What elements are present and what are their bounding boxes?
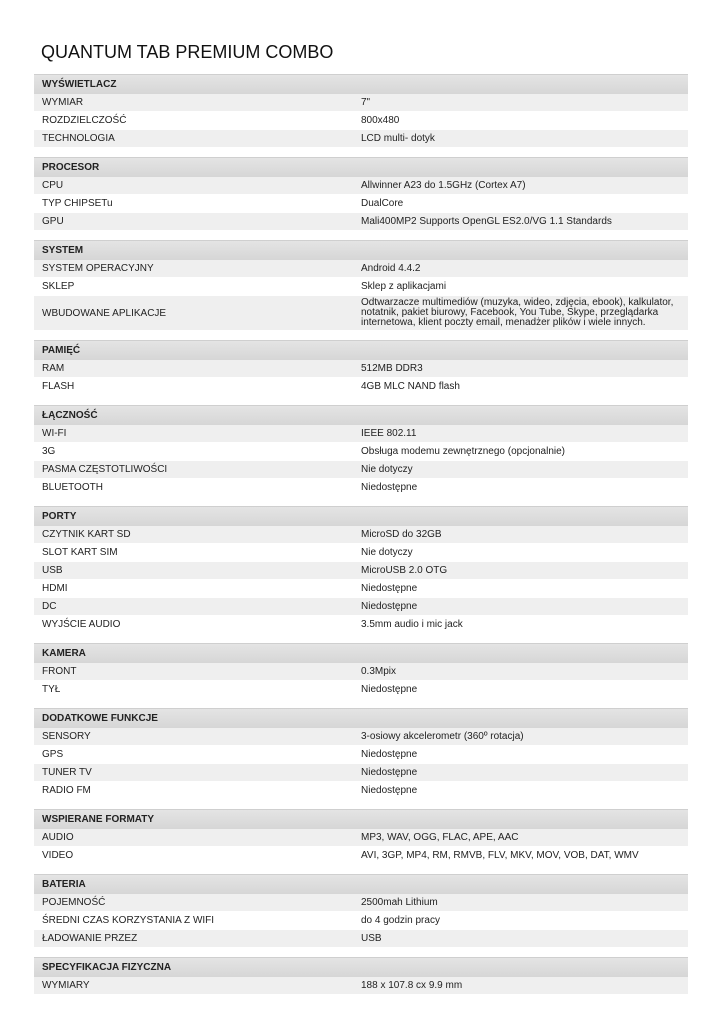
- spec-row: [34, 598, 688, 616]
- spec-label: 3G: [42, 446, 56, 457]
- section-heading: KAMERA: [34, 643, 688, 663]
- spec-row: [34, 278, 688, 296]
- spec-value: Sklep z aplikacjami: [361, 280, 447, 292]
- spec-value: 3.5mm audio i mic jack: [361, 618, 463, 630]
- spec-value: Niedostępne: [361, 481, 418, 493]
- section-rows: [34, 663, 688, 699]
- spec-row: [34, 177, 688, 195]
- spec-row: [34, 425, 688, 443]
- spec-row: [34, 195, 688, 213]
- spec-row: [34, 112, 688, 130]
- section-heading: PAMIĘĆ: [34, 340, 688, 360]
- section-heading: WYŚWIETLACZ: [34, 74, 688, 94]
- spec-row: [34, 461, 688, 479]
- spec-label: TECHNOLOGIA: [42, 133, 115, 144]
- spec-value: Allwinner A23 do 1.5GHz (Cortex A7): [361, 179, 526, 191]
- spec-value: Nie dotyczy: [361, 546, 413, 558]
- spec-value: 7": [361, 96, 371, 108]
- spec-label: WBUDOWANE APLIKACJE: [42, 307, 167, 319]
- spec-section: [34, 809, 688, 865]
- spec-value: Obsługa modemu zewnętrznego (opcjonalnie): [361, 445, 566, 457]
- spec-row: [34, 663, 688, 681]
- spec-row: [34, 782, 688, 800]
- spec-row: [34, 544, 688, 562]
- spec-value: Mali400MP2 Supports OpenGL ES2.0/VG 1.1 Standards: [361, 215, 612, 227]
- spec-value: 800x480: [361, 114, 400, 126]
- section-rows: [34, 829, 688, 865]
- spec-value: 0.3Mpix: [361, 665, 397, 677]
- spec-label: ŁADOWANIE PRZEZ: [42, 933, 138, 944]
- section-heading: SPECYFIKACJA FIZYCZNA: [34, 957, 688, 977]
- spec-label: TUNER TV: [42, 767, 92, 778]
- spec-label: CPU: [42, 180, 64, 191]
- spec-row: [34, 912, 688, 930]
- section-heading: PORTY: [34, 506, 688, 526]
- spec-section: [34, 157, 688, 231]
- spec-section: [34, 506, 688, 634]
- spec-label: FLASH: [42, 381, 75, 392]
- spec-row: [34, 213, 688, 231]
- section-rows: [34, 360, 688, 396]
- spec-label: CZYTNIK KART SD: [42, 529, 131, 540]
- spec-row: [34, 894, 688, 912]
- spec-row: [34, 764, 688, 782]
- spec-label: RADIO FM: [42, 785, 91, 796]
- spec-label: SYSTEM OPERACYJNY: [42, 263, 154, 274]
- spec-value: USB: [361, 932, 382, 944]
- spec-section: [34, 708, 688, 800]
- spec-value: 4GB MLC NAND flash: [361, 380, 460, 392]
- spec-label: USB: [42, 565, 63, 576]
- spec-row: [34, 562, 688, 580]
- spec-section: [34, 405, 688, 497]
- spec-value: Android 4.4.2: [361, 262, 421, 274]
- spec-value: DualCore: [361, 197, 404, 209]
- spec-label: ŚREDNI CZAS KORZYSTANIA Z WIFI: [42, 915, 215, 926]
- spec-label: RAM: [42, 363, 65, 374]
- spec-value: MicroUSB 2.0 OTG: [361, 564, 448, 576]
- spec-value: Nie dotyczy: [361, 463, 413, 475]
- spec-row: [34, 847, 688, 865]
- spec-label: HDMI: [42, 583, 68, 594]
- section-rows: [34, 177, 688, 231]
- spec-label: VIDEO: [42, 850, 74, 861]
- spec-value: AVI, 3GP, MP4, RM, RMVB, FLV, MKV, MOV, VOB, DAT, WMV: [361, 849, 639, 861]
- spec-label: SENSORY: [42, 731, 91, 742]
- section-rows: [34, 260, 688, 331]
- spec-label: BLUETOOTH: [42, 482, 103, 493]
- spec-section: [34, 957, 688, 995]
- spec-value: IEEE 802.11: [361, 427, 417, 439]
- spec-label: GPS: [42, 749, 64, 760]
- spec-value: 3-osiowy akcelerometr (360º rotacja): [361, 730, 524, 742]
- spec-label: TYŁ: [42, 684, 61, 695]
- spec-value: Odtwarzacze multimediów (muzyka, wideo, zdjęcia, ebook), kalkulator, notatnik, pakiet biurowy, Facebook, You Tube, Skype, przeglądarka internetowa, klient poczty email, menadżer plików i wiele innych.: [361, 297, 674, 328]
- spec-row: [34, 930, 688, 948]
- section-heading: BATERIA: [34, 874, 688, 894]
- spec-value: Niedostępne: [361, 683, 418, 695]
- spec-row: [34, 526, 688, 544]
- spec-row: [34, 479, 688, 497]
- spec-row: [34, 130, 688, 148]
- section-rows: [34, 894, 688, 948]
- section-rows: [34, 94, 688, 148]
- spec-row: [34, 829, 688, 847]
- spec-value: LCD multi- dotyk: [361, 132, 435, 144]
- spec-section: [34, 74, 688, 148]
- spec-row: [34, 580, 688, 598]
- spec-table: [34, 74, 688, 1004]
- spec-label: WYMIAR: [42, 97, 84, 108]
- spec-value: Niedostępne: [361, 600, 418, 612]
- spec-value: Niedostępne: [361, 582, 418, 594]
- spec-row: [34, 260, 688, 278]
- section-heading: SYSTEM: [34, 240, 688, 260]
- spec-row: [34, 296, 688, 331]
- spec-label: PASMA CZĘSTOTLIWOŚCI: [42, 464, 168, 475]
- spec-label: WYJŚCIE AUDIO: [42, 619, 121, 630]
- section-heading: ŁĄCZNOŚĆ: [34, 405, 688, 425]
- spec-row: [34, 94, 688, 112]
- section-heading: WSPIERANE FORMATY: [34, 809, 688, 829]
- spec-value: MicroSD do 32GB: [361, 528, 442, 540]
- spec-row: [34, 378, 688, 396]
- spec-value: 512MB DDR3: [361, 362, 423, 374]
- spec-section: [34, 340, 688, 396]
- spec-label: POJEMNOŚĆ: [42, 897, 106, 908]
- spec-label: ROZDZIELCZOŚĆ: [42, 115, 127, 126]
- spec-section: [34, 240, 688, 331]
- spec-value: Niedostępne: [361, 784, 418, 796]
- spec-row: [34, 616, 688, 634]
- spec-row: [34, 360, 688, 378]
- spec-value: Niedostępne: [361, 748, 418, 760]
- spec-value: 188 x 107.8 cx 9.9 mm: [361, 979, 463, 991]
- section-heading: DODATKOWE FUNKCJE: [34, 708, 688, 728]
- spec-row: [34, 728, 688, 746]
- section-rows: [34, 977, 688, 995]
- spec-label: SLOT KART SIM: [42, 547, 118, 558]
- spec-row: [34, 977, 688, 995]
- spec-label: WYMIARY: [42, 980, 90, 991]
- spec-label: TYP CHIPSETu: [42, 198, 113, 209]
- spec-row: [34, 681, 688, 699]
- spec-row: [34, 443, 688, 461]
- spec-value: 2500mah Lithium: [361, 896, 438, 908]
- spec-value: Niedostępne: [361, 766, 418, 778]
- section-rows: [34, 425, 688, 497]
- spec-row: [34, 746, 688, 764]
- section-rows: [34, 526, 688, 634]
- spec-section: [34, 874, 688, 948]
- spec-label: GPU: [42, 216, 64, 227]
- spec-value: MP3, WAV, OGG, FLAC, APE, AAC: [361, 831, 519, 843]
- spec-section: [34, 643, 688, 699]
- spec-label: DC: [42, 601, 57, 612]
- spec-label: WI-FI: [42, 428, 67, 439]
- spec-label: FRONT: [42, 666, 77, 677]
- spec-label: AUDIO: [42, 832, 74, 843]
- section-rows: [34, 728, 688, 800]
- page-title: QUANTUM TAB PREMIUM COMBO: [41, 42, 334, 62]
- section-heading: PROCESOR: [34, 157, 688, 177]
- spec-value: do 4 godzin pracy: [361, 914, 440, 926]
- spec-label: SKLEP: [42, 281, 75, 292]
